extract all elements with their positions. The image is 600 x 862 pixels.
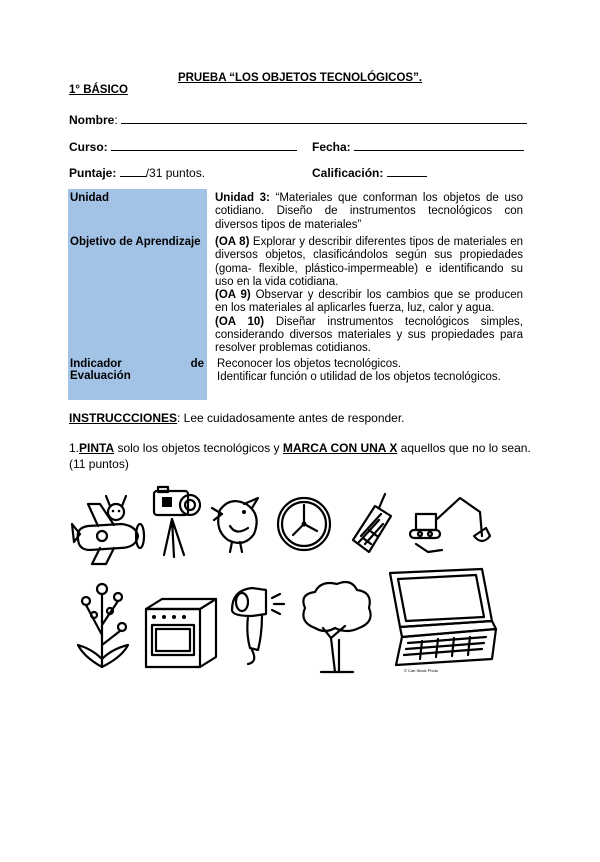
indicador-item-1: Reconocer los objetos tecnológicos. (217, 358, 402, 370)
nombre-field: Nombre: (69, 112, 527, 127)
objetivo-label: Objetivo de Aprendizaje (70, 236, 201, 248)
fecha-field (312, 139, 524, 154)
puntaje-label: Puntaje: (69, 166, 117, 180)
nombre-label: Nombre (69, 113, 115, 127)
laptop-caption: © Can Stock Photo (404, 668, 439, 673)
indicador-label: Indicador de Evaluación (70, 358, 204, 382)
unidad-text: Unidad 3: “Materiales que conforman los objetos de uso cotidiano. Diseño de instrumentos tecnológicos con diversos tipos de materiales” (215, 192, 523, 231)
question-1: 1.PINTA solo los objetos tecnológicos y MARCA CON UNA X aquellos que no lo sean. (11 puntos) (69, 441, 531, 471)
oa9-text: (OA 9) Observar y describir los cambios que se producen en los materiales al aplicarles fuerza, luz, calor y agua. (215, 289, 523, 315)
curso-input-line[interactable] (111, 139, 297, 151)
camera-icon[interactable] (148, 485, 206, 565)
calificacion-label: Calificación: (312, 166, 384, 180)
grade-label: 1° BÁSICO (69, 84, 128, 96)
excavator-icon[interactable] (408, 492, 490, 560)
laptop-icon[interactable] (382, 567, 500, 675)
curso-label: Curso: (69, 140, 108, 154)
calificacion-input-line[interactable] (387, 165, 427, 177)
puntaje-field (69, 165, 205, 180)
nombre-input-line[interactable] (121, 112, 527, 124)
cellphone-icon[interactable] (345, 490, 397, 560)
clock-icon[interactable] (275, 495, 333, 553)
fecha-label: Fecha: (312, 140, 351, 154)
unidad-label: Unidad (70, 192, 109, 204)
objetivo-text (215, 236, 523, 356)
tree-icon[interactable] (295, 578, 377, 674)
fecha-input-line[interactable] (354, 139, 524, 151)
oa8-text: (OA 8) Explorar y describir diferentes tipos de materiales en diversos objetos, clasificándolos según sus propiedades (goma- flexible, plástico-impermeable) e identificando su uso en la vida cotidiana. (215, 236, 524, 288)
flower-plant-icon[interactable] (72, 575, 134, 670)
instructions: INSTRUCCCIONES: Lee cuidadosamente antes de responder. (69, 411, 405, 425)
calificacion-field (312, 165, 427, 180)
oa10-text: (OA 10) Diseñar instrumentos tecnológicos simples, considerando diversos materiales y sus propiedades para resolver problemas cotidianos. (215, 315, 523, 355)
puntaje-input-line[interactable] (120, 165, 146, 177)
hair-dryer-icon[interactable] (222, 580, 298, 666)
curso-field (69, 139, 297, 154)
page-title: PRUEBA “LOS OBJETOS TECNOLÓGICOS”. (177, 72, 423, 84)
airplane-icon[interactable] (70, 490, 150, 568)
bird-icon[interactable] (208, 490, 270, 556)
indicador-text (217, 358, 525, 385)
indicador-item-2: Identificar función o utilidad de los objetos tecnológicos. (217, 371, 501, 384)
stove-icon[interactable] (140, 595, 222, 670)
instructions-label: INSTRUCCCIONES (69, 411, 178, 425)
puntaje-suffix: /31 puntos. (145, 166, 206, 180)
